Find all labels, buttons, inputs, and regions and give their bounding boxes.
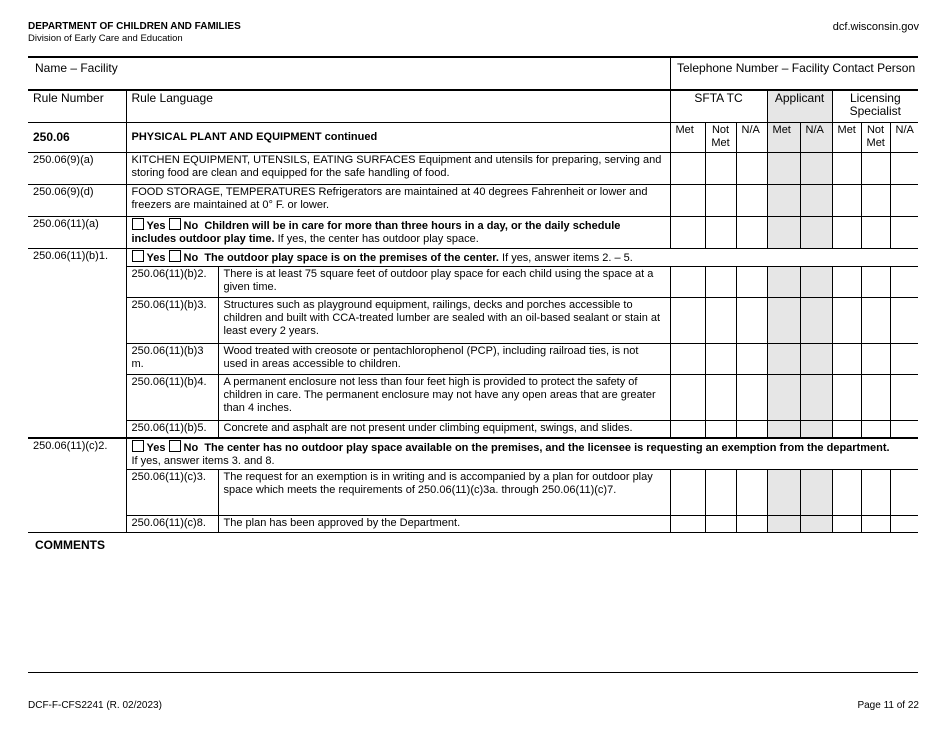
table-row [28,153,918,185]
licensing-met-cell[interactable] [832,470,861,516]
licensing-not-met-cell[interactable] [861,344,890,375]
rule-number: 250.06(11)(a) [28,217,126,249]
rule-text: KITCHEN EQUIPMENT, UTENSILS, EATING SURFACES Equipment and utensils for preparing, serving and storing food are clean and equipped for the safe handling of food. [126,153,670,185]
licensing-na-cell[interactable] [890,421,918,438]
section-number: 250.06 [28,123,126,153]
applicant-na-cell[interactable] [800,217,832,249]
no-checkbox[interactable] [169,440,181,452]
applicant-na-cell[interactable] [800,298,832,344]
footer-divider [28,672,918,673]
sfta-met-cell[interactable] [670,375,705,421]
licensing-na-cell[interactable] [890,153,918,185]
rule-plain-text: If yes, answer items 2. – 5. [498,252,633,264]
section-row [28,123,918,153]
sfta-not-met-cell[interactable] [705,217,736,249]
sfta-na-cell[interactable] [736,375,767,421]
sfta-na-cell[interactable] [736,185,767,217]
table-row [28,438,918,470]
rule-text: A permanent enclosure not less than four feet high is provided to protect the safety of children in care. The permanent enclosure may not have any open areas that are greater than 4 inches. [218,375,670,421]
licensing-met-cell[interactable] [832,185,861,217]
applicant-met-cell[interactable] [767,470,800,516]
sfta-met-cell[interactable] [670,470,705,516]
licensing-met-cell[interactable] [832,375,861,421]
na-header: N/A [800,123,832,153]
rule-text: Structures such as playground equipment, railings, decks and porches accessible to children and built with CCA-treated lumber are sealed with an oil-based sealant or stain at least every 2 years. [218,298,670,344]
licensing-met-cell[interactable] [832,344,861,375]
yes-checkbox[interactable] [132,440,144,452]
not-met-header: Not Met [705,123,736,153]
yes-checkbox[interactable] [132,218,144,230]
sfta-not-met-cell[interactable] [705,185,736,217]
yes-label: Yes [146,441,166,454]
licensing-header: Licensing Specialist [832,91,918,123]
table-row [28,249,918,267]
sfta-not-met-cell[interactable] [705,516,736,533]
sfta-met-cell[interactable] [670,298,705,344]
sfta-met-cell[interactable] [670,516,705,533]
sfta-not-met-cell[interactable] [705,421,736,438]
licensing-not-met-cell[interactable] [861,470,890,516]
table-row [28,470,918,516]
yes-label: Yes [146,220,166,232]
sfta-header: SFTA TC [670,91,767,123]
licensing-met-cell[interactable] [832,217,861,249]
licensing-not-met-cell[interactable] [861,375,890,421]
applicant-met-cell[interactable] [767,421,800,438]
sub-rule-number: 250.06(11)(b)3m. [126,344,218,375]
sfta-met-cell[interactable] [670,421,705,438]
met-header: Met [832,123,861,153]
sfta-not-met-cell[interactable] [705,267,736,298]
licensing-not-met-cell[interactable] [861,185,890,217]
applicant-na-cell[interactable] [800,516,832,533]
licensing-met-cell[interactable] [832,267,861,298]
page-number: Page 11 of 22 [857,700,919,711]
applicant-na-cell[interactable] [800,470,832,516]
sfta-not-met-cell[interactable] [705,375,736,421]
form-id: DCF-F-CFS2241 (R. 02/2023) [28,700,162,711]
applicant-na-cell[interactable] [800,185,832,217]
website-link[interactable]: dcf.wisconsin.gov [832,21,919,33]
sfta-na-cell[interactable] [736,217,767,249]
rule-number: 250.06(9)(a) [28,153,126,185]
sfta-na-cell[interactable] [736,153,767,185]
rule-number-header: Rule Number [28,91,126,123]
sfta-not-met-cell[interactable] [705,298,736,344]
no-label: No [183,441,199,454]
rule-text [126,249,918,267]
sub-rule-number: 250.06(11)(c)8. [126,516,218,533]
facility-name-label: Name – Facility [35,61,118,75]
applicant-met-cell[interactable] [767,298,800,344]
applicant-na-cell[interactable] [800,375,832,421]
sfta-met-cell[interactable] [670,153,705,185]
no-label: No [183,252,199,264]
licensing-not-met-cell[interactable] [861,421,890,438]
sfta-not-met-cell[interactable] [705,344,736,375]
licensing-na-cell[interactable] [890,344,918,375]
rule-bold-text: The outdoor play space is on the premises of the center. [204,252,499,264]
licensing-na-cell[interactable] [890,185,918,217]
sub-rule-number: 250.06(11)(b)4. [126,375,218,421]
applicant-met-cell[interactable] [767,153,800,185]
sfta-na-cell[interactable] [736,298,767,344]
table-row [28,344,918,375]
rule-text: The request for an exemption is in writing and is accompanied by a plan for outdoor play space which meets the requirements of 250.06(11)(c)3a. through 250.06(11)(c)7. [218,470,670,516]
licensing-not-met-cell[interactable] [861,298,890,344]
rule-number: 250.06(11)(c)2. [28,438,126,533]
applicant-met-cell[interactable] [767,516,800,533]
rule-text: Concrete and asphalt are not present under climbing equipment, swings, and slides. [218,421,670,438]
sfta-met-cell[interactable] [670,217,705,249]
facility-info-row [28,56,918,90]
division-name: Division of Early Care and Education [28,33,183,44]
applicant-na-cell[interactable] [800,153,832,185]
licensing-na-cell[interactable] [890,516,918,533]
sub-rule-number: 250.06(11)(b)3. [126,298,218,344]
table-row [28,516,918,533]
table-row [28,298,918,344]
table-row [28,185,918,217]
licensing-not-met-cell[interactable] [861,217,890,249]
applicant-header: Applicant [767,91,832,123]
rule-text: FOOD STORAGE, TEMPERATURES Refrigerators are maintained at 40 degrees Fahrenheit or lower and freezers are maintained at 0° F. or lower. [126,185,670,217]
applicant-met-cell[interactable] [767,375,800,421]
no-checkbox[interactable] [169,250,181,262]
licensing-met-cell[interactable] [832,421,861,438]
rule-text [126,438,918,470]
applicant-na-cell[interactable] [800,421,832,438]
licensing-na-cell[interactable] [890,298,918,344]
rule-plain-text: If yes, answer items 3. and 8. [131,454,275,467]
sfta-not-met-cell[interactable] [705,470,736,516]
sfta-na-cell[interactable] [736,516,767,533]
page-header-left [28,21,241,45]
sfta-na-cell[interactable] [736,344,767,375]
section-title: PHYSICAL PLANT AND EQUIPMENT continued [126,123,670,153]
rule-plain-text: If yes, the center has outdoor play space. [274,233,479,245]
sfta-not-met-cell[interactable] [705,153,736,185]
rule-bold-text: Children will be in care for more than three hours in a day, or the daily schedule includes outdoor play time. [131,220,621,245]
sfta-met-cell[interactable] [670,267,705,298]
table-row [28,421,918,438]
comments-label: COMMENTS [35,538,105,552]
sfta-na-cell[interactable] [736,267,767,298]
no-label: No [183,220,199,232]
rule-text [126,217,670,249]
table-row [28,267,918,298]
rule-bold-text: The center has no outdoor play space available on the premises, and the licensee is requesting an exemption from the department. [204,441,890,454]
applicant-met-cell[interactable] [767,217,800,249]
phone-label: Telephone Number – Facility Contact Person [677,61,916,75]
sub-rule-number: 250.06(11)(b)2. [126,267,218,298]
na-header: N/A [890,123,918,153]
yes-label: Yes [146,252,166,264]
sfta-na-cell[interactable] [736,421,767,438]
sub-rule-number: 250.06(11)(c)3. [126,470,218,516]
rule-text: The plan has been approved by the Department. [218,516,670,533]
licensing-met-cell[interactable] [832,516,861,533]
not-met-header: Not Met [861,123,890,153]
applicant-na-cell[interactable] [800,344,832,375]
applicant-na-cell[interactable] [800,267,832,298]
met-header: Met [670,123,705,153]
column-header-row [28,91,918,123]
na-header: N/A [736,123,767,153]
table-row [28,217,918,249]
licensing-na-cell[interactable] [890,375,918,421]
sfta-met-cell[interactable] [670,185,705,217]
rule-text: There is at least 75 square feet of outdoor play space for each child using the space at a given time. [218,267,670,298]
no-checkbox[interactable] [169,218,181,230]
rule-language-header: Rule Language [126,91,670,123]
licensing-na-cell[interactable] [890,217,918,249]
department-name: DEPARTMENT OF CHILDREN AND FAMILIES [28,21,241,32]
applicant-met-cell[interactable] [767,267,800,298]
applicant-met-cell[interactable] [767,344,800,375]
applicant-met-cell[interactable] [767,185,800,217]
licensing-na-cell[interactable] [890,267,918,298]
licensing-met-cell[interactable] [832,153,861,185]
licensing-not-met-cell[interactable] [861,267,890,298]
table-row [28,375,918,421]
met-header: Met [767,123,800,153]
sfta-met-cell[interactable] [670,344,705,375]
licensing-not-met-cell[interactable] [861,516,890,533]
sfta-na-cell[interactable] [736,470,767,516]
yes-checkbox[interactable] [132,250,144,262]
licensing-na-cell[interactable] [890,470,918,516]
licensing-met-cell[interactable] [832,298,861,344]
rule-number: 250.06(9)(d) [28,185,126,217]
licensing-not-met-cell[interactable] [861,153,890,185]
rules-table [28,90,918,533]
sub-rule-number: 250.06(11)(b)5. [126,421,218,438]
rule-text: Wood treated with creosote or pentachlorophenol (PCP), including railroad ties, is not used in areas accessible to children. [218,344,670,375]
rule-number: 250.06(11)(b)1. [28,249,126,438]
